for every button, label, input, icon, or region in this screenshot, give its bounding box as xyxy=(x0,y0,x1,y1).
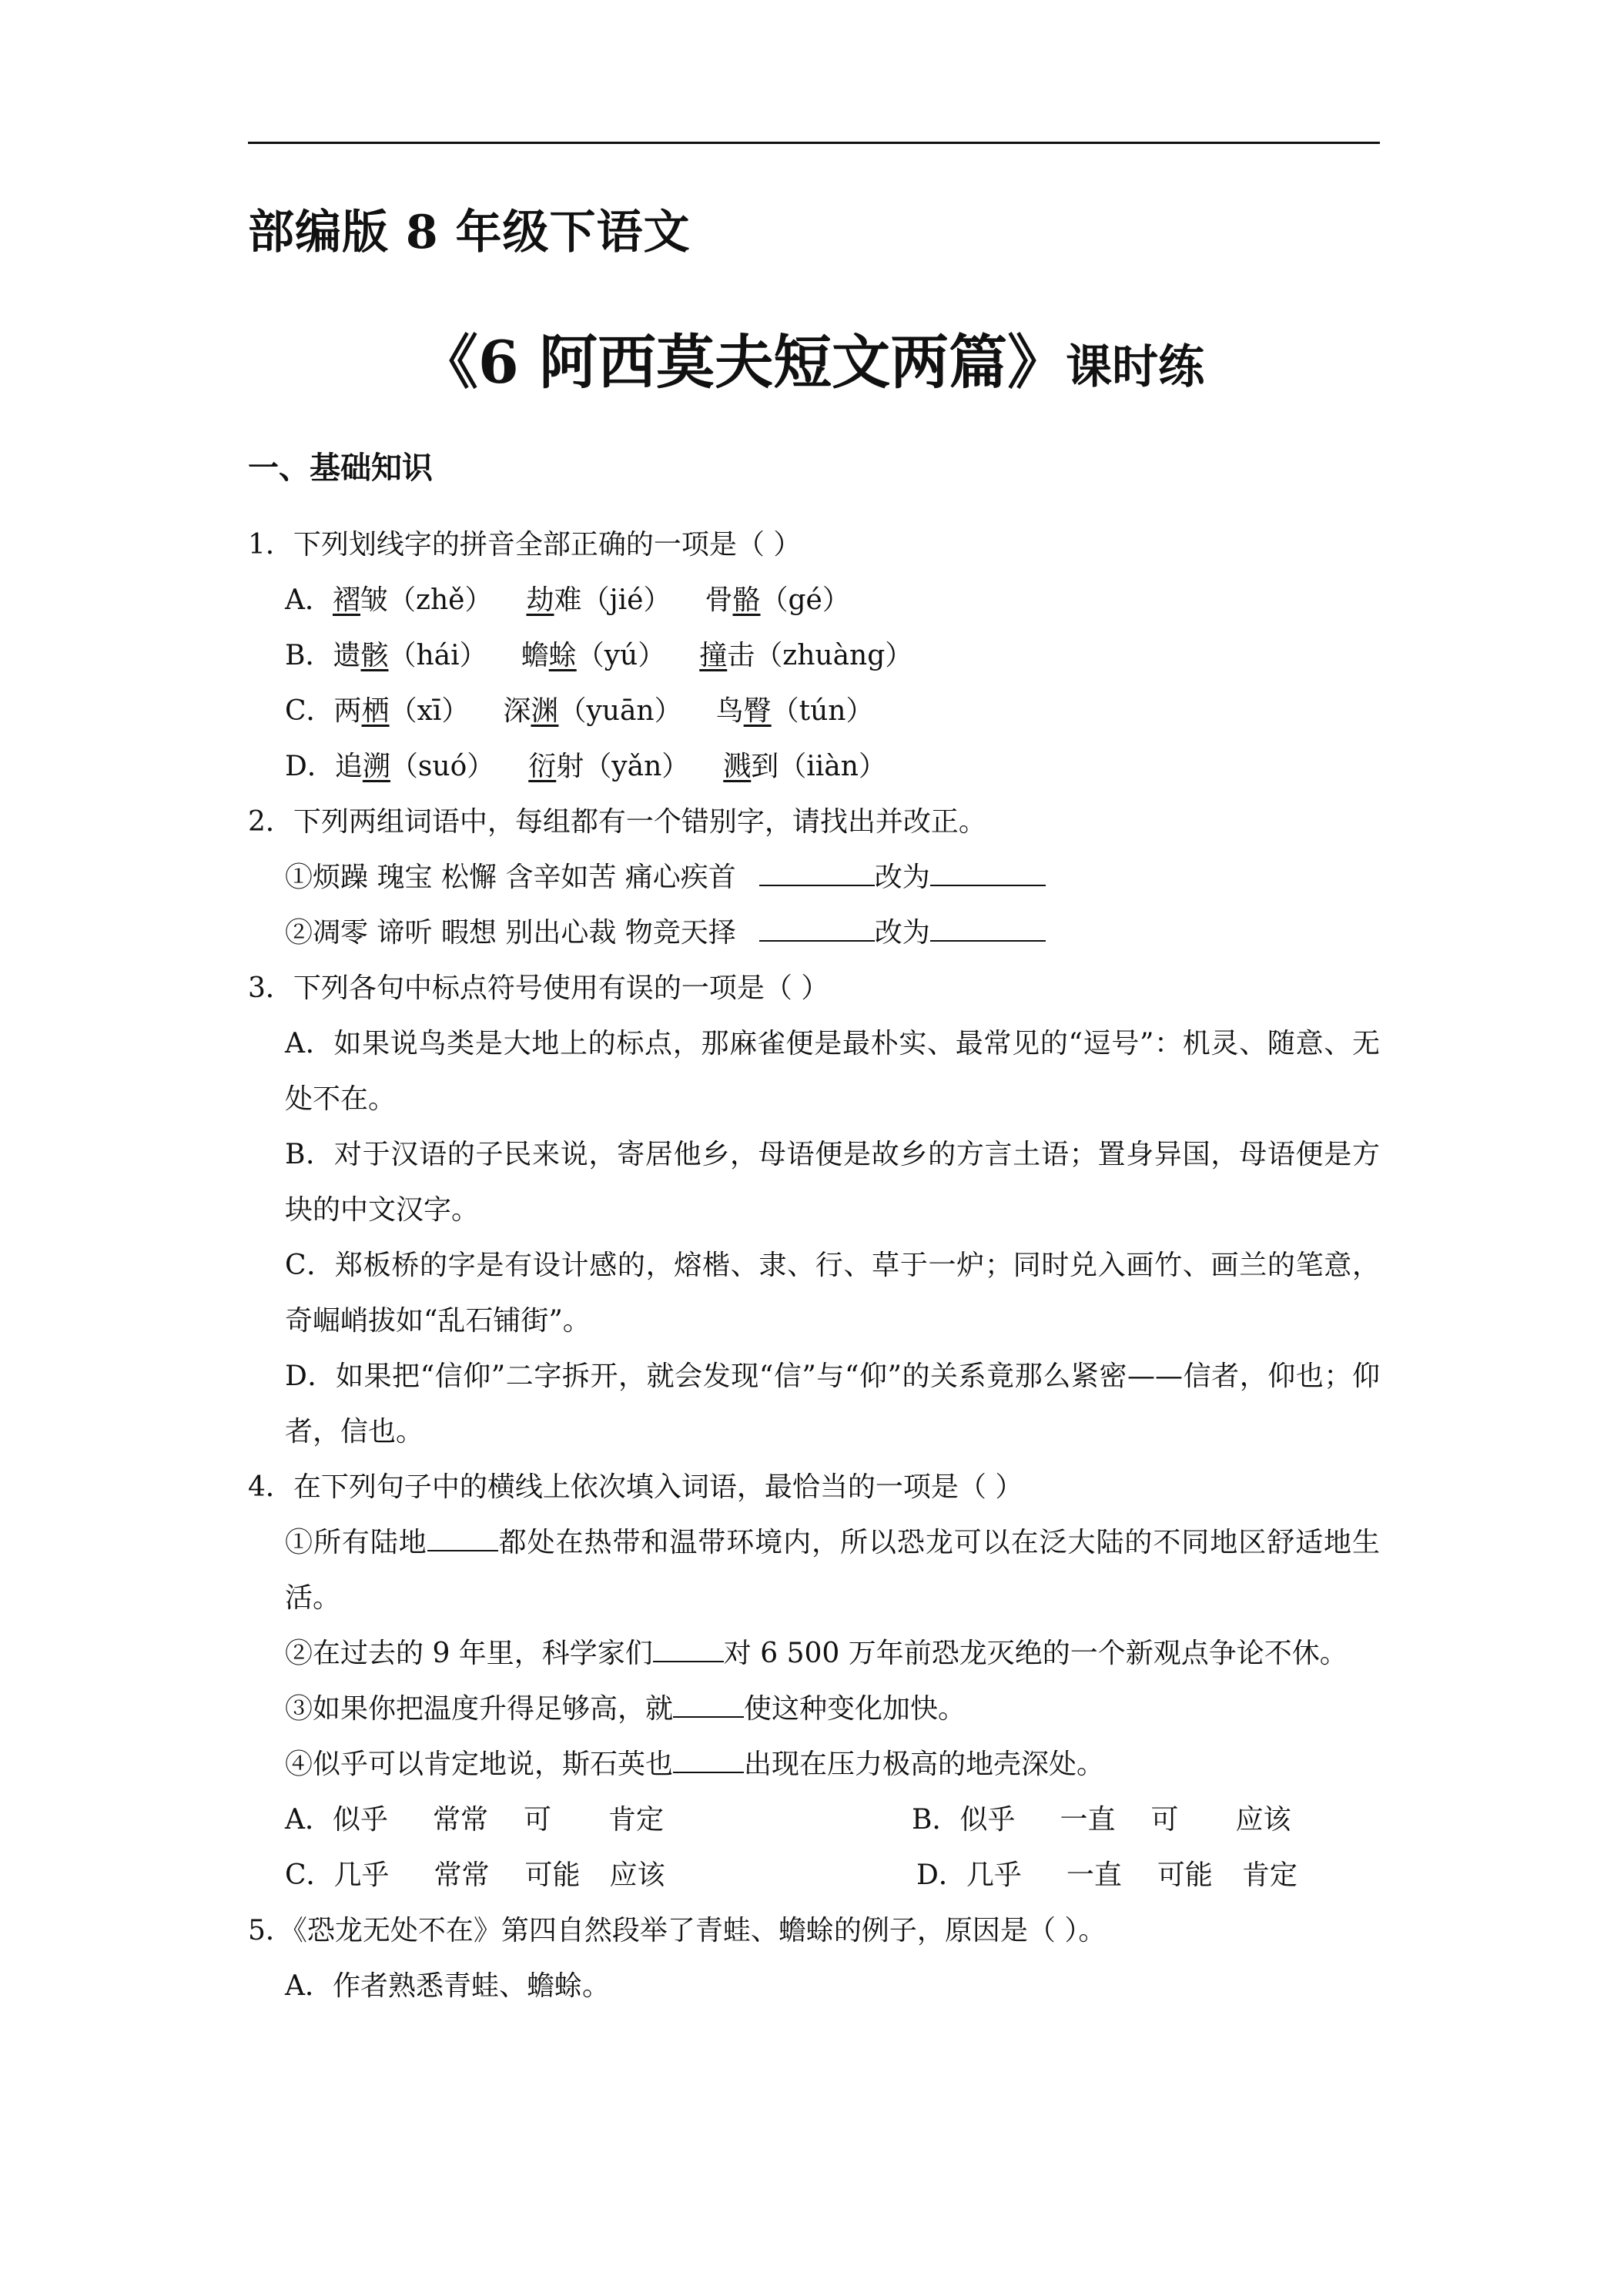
q2-blank-2-correct[interactable] xyxy=(930,917,1046,942)
q1-option-b: B．遗骸（hái） 蟾蜍（yú） 撞击（zhuàng） xyxy=(285,640,913,671)
q1-option-c: C．两栖（xī） 深渊（yuān） 鸟臀（tún） xyxy=(285,695,874,727)
q2-group-1: ①烦躁 瑰宝 松懈 含辛如苦 痛心疾首 改为 xyxy=(248,850,1380,905)
q4-blank-1[interactable] xyxy=(427,1527,498,1551)
q4-sentence-3: ③如果你把温度升得足够高，就 使这种变化加快。 xyxy=(285,1693,966,1725)
q4-option-a: A．似乎 常常 可 肯定 xyxy=(285,1804,665,1836)
q4-option-d: D．几乎 一直 可能 肯定 xyxy=(916,1859,1298,1891)
title-main: 《6 阿西莫夫短文两篇》 xyxy=(419,328,1066,397)
question-list xyxy=(248,517,1380,2014)
q2-group-2: ②凋零 谛听 暇想 别出心裁 物竞天择 改为 xyxy=(248,905,1380,961)
q4-blank-2[interactable] xyxy=(653,1638,724,1662)
q3-option-b: B．对于汉语的子民来说，寄居他乡，母语便是故乡的方言土语；置身异国，母语便是方块的中文汉字。 xyxy=(285,1139,1380,1226)
q4-option-b: B．似乎 一直 可 应该 xyxy=(912,1804,1291,1836)
course-subtitle: 部编版 8 年级下语文 xyxy=(248,206,691,259)
q4-blank-4[interactable] xyxy=(673,1749,744,1773)
q2-blank-1-wrong[interactable] xyxy=(759,862,875,886)
q2-blank-2-wrong[interactable] xyxy=(759,917,875,942)
q2-blank-1-correct[interactable] xyxy=(930,862,1046,886)
q4-option-c: C．几乎 常常 可能 应该 xyxy=(285,1859,665,1891)
title-suffix: 课时练 xyxy=(1066,340,1205,394)
q3-option-c: C．郑板桥的字是有设计感的，熔楷、隶、行、草于一炉；同时兑入画竹、画兰的笔意，奇崛峭拔如“乱石铺街”。 xyxy=(285,1250,1380,1337)
q5-option-a: A．作者熟悉青蛙、蟾蜍。 xyxy=(285,1970,610,2002)
q1-stem: 1．下列划线字的拼音全部正确的一项是（ ） xyxy=(248,529,802,561)
q2-stem: 2．下列两组词语中，每组都有一个错别字，请找出并改正。 xyxy=(248,806,986,838)
q4-sentence-4: ④似乎可以肯定地说，斯石英也 出现在压力极高的地壳深处。 xyxy=(285,1749,1105,1780)
page-title xyxy=(0,316,1624,400)
q4-blank-3[interactable] xyxy=(673,1693,744,1718)
q3-stem: 3．下列各句中标点符号使用有误的一项是（ ） xyxy=(248,972,829,1004)
section-heading-basics: 一、基础知识 xyxy=(248,450,433,486)
q1-option-d: D．追溯（suó） 衍射（yǎn） 溅到（iiàn） xyxy=(285,751,886,782)
q4-sentence-1: ①所有陆地 都处在热带和温带环境内，所以恐龙可以在泛大陆的不同地区舒适地生活。 xyxy=(285,1527,1380,1614)
header-rule xyxy=(248,142,1380,144)
q4-sentence-2: ②在过去的 9 年里，科学家们 对 6 500 万年前恐龙灭绝的一个新观点争论不休。 xyxy=(285,1638,1348,1669)
q3-option-d: D．如果把“信仰”二字拆开，就会发现“信”与“仰”的关系竟那么紧密——信者，仰也；仰者，信也。 xyxy=(285,1361,1380,1448)
q4-options-row-1 xyxy=(248,1792,1380,1848)
q4-options-row-2 xyxy=(248,1848,1380,1903)
q1-option-a: A．褶皱（zhě） 劫难（jié） 骨骼（gé） xyxy=(285,584,850,616)
q5-stem: 5．《恐龙无处不在》第四自然段举了青蛙、蟾蜍的例子，原因是（ ）。 xyxy=(248,1915,1107,1946)
q4-stem: 4．在下列句子中的横线上依次填入词语，最恰当的一项是（ ） xyxy=(248,1471,1023,1503)
q3-option-a: A．如果说鸟类是大地上的标点，那麻雀便是最朴实、最常见的“逗号”：机灵、随意、无处不在。 xyxy=(285,1028,1380,1115)
